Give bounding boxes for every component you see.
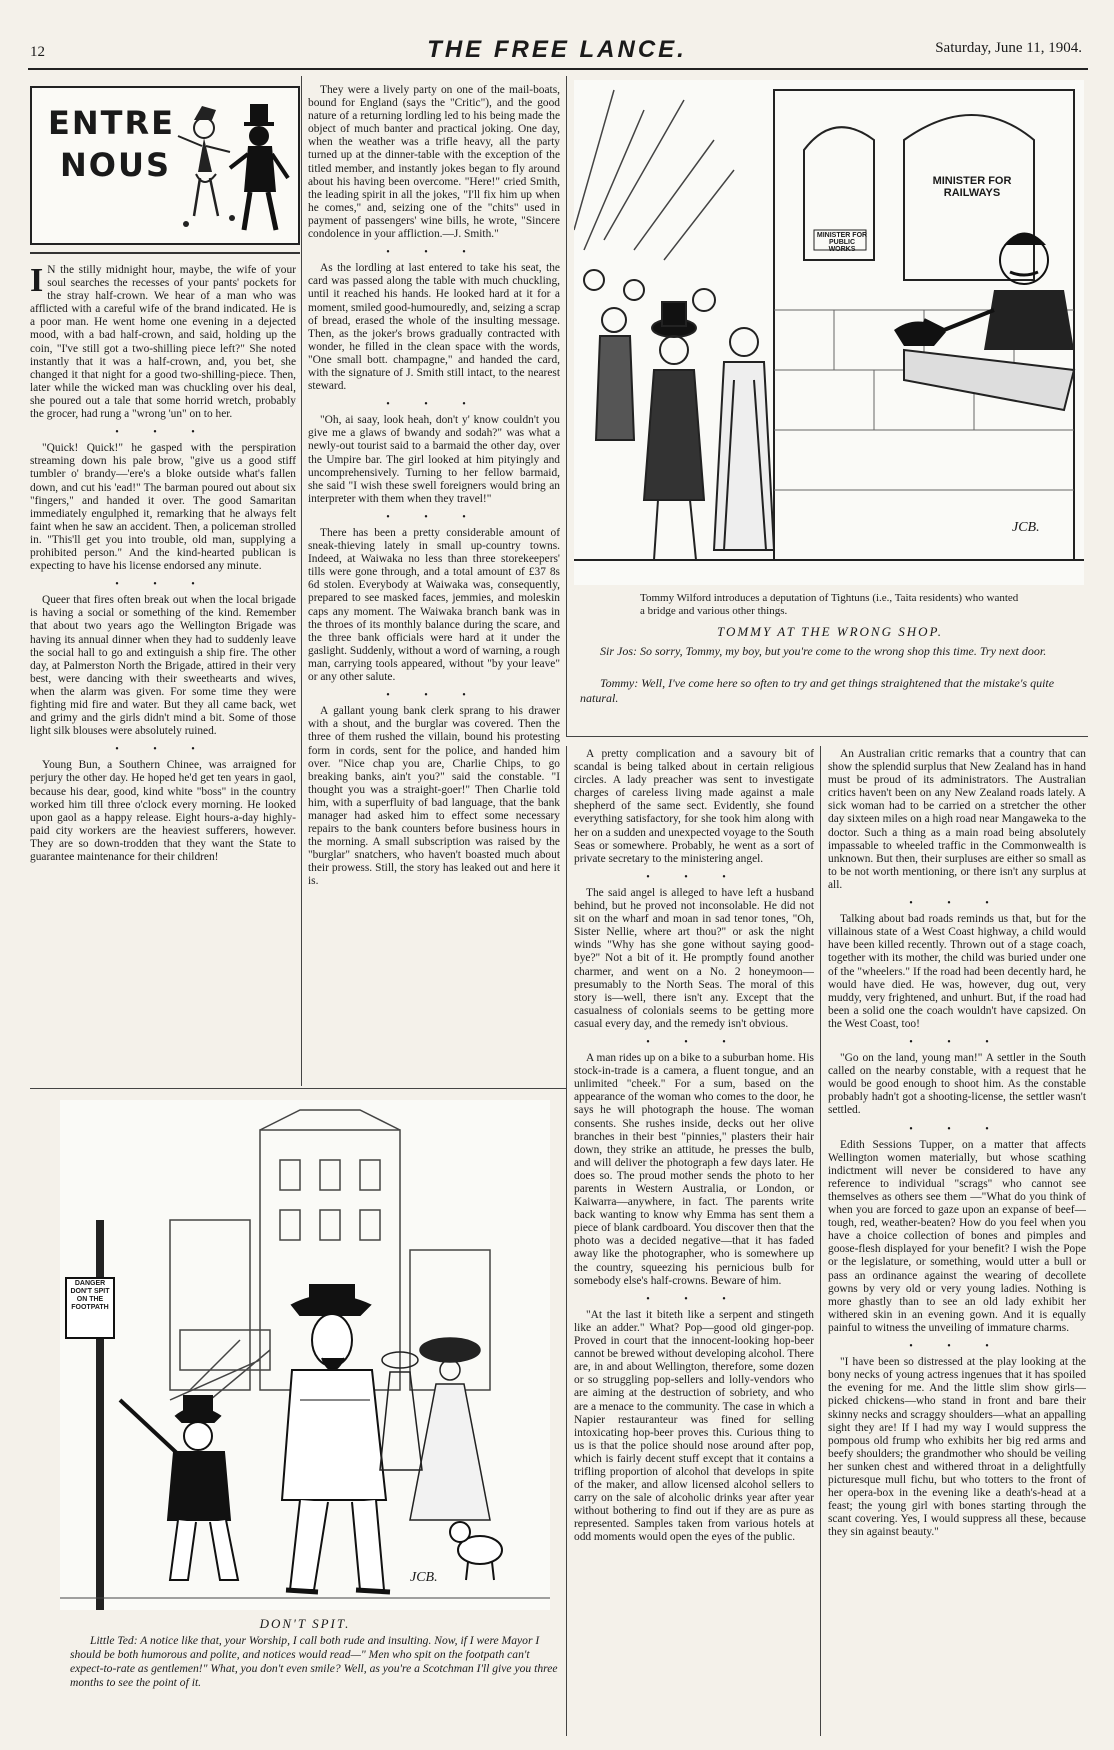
- railways-sign: MINISTER FOR RAILWAYS: [932, 175, 1012, 199]
- section-divider: [566, 736, 1088, 737]
- article-paragraph: An Australian critic remarks that a country that can show the splendid surplus that New Zealand has in hand must be proud of its administrators. The Australian critics haven't been on any New Zealand roads lately. A sick woman had to be carried on a stretcher the other day sixteen miles on a high road near Mangaweka to the doctor. Such a thing as a main road being absolutely impassable to wheeled traffic in the Commonwealth is unknown. But then, their surpluses are either so small as to be not worth mentioning, or there isn't any surplus at all.: [828, 748, 1086, 891]
- drop-cap: I: [30, 264, 44, 299]
- article-paragraph: A man rides up on a bike to a suburban home. His stock-in-trade is a camera, a fluent tongue, and an unlimited "cheek." For a sum, based on the appearance of the woman who comes to the door, he says he will photograph the house. The woman consents. She rushes inside, decks out her olive branches in their best "pinnies," plasters their hair down, they strike an attitude, he presses the bulb, and will deliver the photograph a few days later. He does so. The proud mother sends the photo to her parents in Western Australia, or London, or Kaiwarra—anywhere, in fact. The parents write back wanting to know why Emma has sent them a piece of blank cardboard. You discover then that the photo was a decided negative—that it has faded away like the photographer, who is somewhere up the country, squeezing his pernicious bulb for somebody else's half-crowns. Beware of him.: [574, 1052, 814, 1287]
- page-number: 12: [30, 44, 45, 60]
- tommy-cartoon-caption: Tommy Wilford introduces a deputation of Tightuns (i.e., Taita residents) who wanted a bridge and various other things.: [640, 592, 1019, 617]
- article-paragraph: "I have been so distressed at the play looking at the bony necks of young actress ingenues that it has spoiled the evening for me. And the little slim show girls—picked chickens—who stand in front and bare their skinny necks and scraggy shoulders—what an appalling sight they are! If I had my way I would suppress the pompous old frump who exhibits her big red arms and beefy shoulders; the grandmother who should be veiling her sunken chest and withered throat in a delightfully picturesque mull fichu, but who totters to the front of her opera-box in the evening like a death's-head at a feast; the young girl with bones starting through the scant covering. Yes, I would suppress all these, because they sin against beauty.": [828, 1356, 1086, 1539]
- separator: • • •: [386, 690, 482, 702]
- issue-date: Saturday, June 11, 1904.: [935, 40, 1082, 56]
- separator: • • •: [646, 871, 742, 883]
- separator: • • •: [386, 399, 482, 411]
- tommy-dialogue-1: Sir Jos: So sorry, Tommy, my boy, but you're come to the wrong shop this time. Try next door.: [600, 644, 1047, 658]
- artist-signature: JCB.: [410, 1570, 438, 1585]
- tommy-cartoon-drawing: [574, 80, 1084, 585]
- dont-spit-cartoon-drawing: [60, 1100, 550, 1610]
- article-text: N the stilly midnight hour, maybe, the wife of your soul searches the recesses of your pants' pockets for the stray half-crown. We hear of a man who was afflicted with a careful wife of the brand indicated. He is a poor man. He went home one evening in a dejected mood, with a bad half-crown, and said, holding up the coin, "I've still got a two-shilling piece left?" She noted instantly that it was a half-crown, and, you bet, she changed it that night for a good two-shilling-piece. Then, later while the wicked man was chuckling over his deal, she poured out a tale that some horrid wretch, probably the grocer, had rung a "wrong 'un" on to her.: [30, 264, 296, 421]
- separator: • • •: [646, 1293, 742, 1305]
- dont-spit-cartoon: [60, 1100, 550, 1610]
- masthead-rule: [28, 68, 1088, 70]
- logo-figures-drawing: [172, 98, 292, 236]
- artist-signature: JCB.: [1012, 520, 1040, 535]
- entre-nous-logo: [30, 86, 300, 245]
- article-paragraph: "At the last it biteth like a serpent and stingeth like an adder." What? Pop—good old ginger-pop. Proved in court that the innocent-looking hop-beer cannot be brewed without developing alcohol. There are, in and about Wellington, therefore, some dozen or so struggling pop-sellers and lolly-vendors who are aiming at the destruction of sobriety, and who are a menace to the community. The case in which a Napier restauranteur was fined for selling intoxicating hop-beer proves this. Curious thing to us is that the police should nose around after pop, which is fairly decent stuff except that it contains a trifling proportion of alcohol that develops in spite of the maker, and allow licensed alcohol sellers to carry on the sale of alcoholic drinks year after year without bothering to find out if they are as pure as represented. Samples taken from various hotels at odd moments would open the eyes of the public.: [574, 1308, 814, 1544]
- tommy-cartoon-title: TOMMY AT THE WRONG SHOP.: [716, 624, 944, 639]
- column-divider: [566, 76, 567, 736]
- tommy-dialogue-2: Tommy: Well, I've come here so often to try and get things straightened that the mistake's quite natural.: [580, 676, 1055, 705]
- article-paragraph: "Oh, ai saay, look heah, don't y' know couldn't you give me a glaws of bwandy and sodah?" was what a newly-out tourist said to a barmaid the other day, over the Umpire bar. The girl looked at him pityingly and uncomprehensively. Turning to her fellow barmaid, she said "I wish these swell foreigners would bring an interpreter with them when they travel!": [308, 414, 560, 505]
- dont-spit-sign: DANGER DON'T SPIT ON THE FOOTPATH: [70, 1280, 110, 1311]
- article-paragraph: The said angel is alleged to have left a husband behind, but he proved not inconsolable. He did not sit on the wharf and moan in sad tenor tones, "Oh, Sister Nellie, where art thou?" or ask the night winds "Why has she gone without saying good-bye?" Not a bit of it. He promptly found another charmer, and went on a No. 2 honeymoon—presumably to the North Seas. The moral of this story is—well, there isn't any. Except that the casualness of colonials seems to be getting more casual every day, and the remedy isn't obvious.: [574, 886, 814, 1030]
- article-paragraph: "Quick! Quick!" he gasped with the perspiration streaming down his pale brow, "give us a good stiff tumbler o' brandy—'ere's a bloke outside what's fallen down, and cut his 'ead!" The barman poured out about six "fingers," and handed it over. The good Samaritan immediately engulphed it, remarking that he always felt faint when he saw an accident. Then, a policeman strolled in. "This'll get you into trouble, old man, supplying a prohibited person." And the kind-hearted publican is expecting to have his license endorsed any minute.: [30, 442, 296, 573]
- column-divider: [820, 746, 821, 1736]
- article-paragraph: [30, 264, 296, 421]
- article-paragraph: They were a lively party on one of the mail-boats, bound for England (says the "Critic"), and the good nature of a returning lordling led to his being made the object of much banter and practical joking. One day, when the weather was a trifle heavy, all the party turned up at the dinner-table with the exception of the titled member, and instantly jokes began to fly around about his having been overcome. "Here!" cried Smith, the leading spirit in all the jokes, "I'll fix him up when he comes," and, seizing one of the "chits" used in payment of passengers' wine bills, he wrote, "Sincere condolence in your affliction.—J. Smith.": [308, 84, 560, 241]
- logo-rule: [30, 252, 300, 254]
- separator: • • •: [909, 1341, 1005, 1353]
- dont-spit-title: DON'T SPIT.: [259, 1616, 351, 1631]
- article-paragraph: A gallant young bank clerk sprang to his drawer with a shout, and the burglar was covered. Then the three of them rushed the villain, bound his protesting form in cords, sent for the police, and handed him over. "Nice chap you are, Charlie Chips, to go breaking banks, ain't you?" said the constable. "I thought you was a straight-goer!" Then Charlie told him, with a superfluity of bad language, that the bank manager had asked him to effect some necessary repairs to the bank counters before business hours in the morning. A small subscription was raised by the "burglar" snatchers, who haven't boasted much about their prowess. Still, the story has leaked out and here it is.: [308, 705, 560, 888]
- separator: • • •: [115, 427, 211, 439]
- column-divider: [301, 76, 302, 1086]
- public-works-sign: MINISTER FOR PUBLIC WORKS: [816, 232, 868, 253]
- article-paragraph: "Go on the land, young man!" A settler in the South called on the nearby constable, with a request that he would be good enough to shoot him. As the constable probably hadn't got a shooting-license, the settler wasn't settled.: [828, 1052, 1086, 1117]
- column-divider: [566, 746, 567, 1736]
- article-paragraph: Edith Sessions Tupper, on a matter that affects Wellington women materially, but whose scathing indictment will never be considered to have any reference to individual "scrags" who cannot see themselves as others see them —"What do you think of when you are forced to gaze upon an expanse of beef—tough, red, weather-beaten? How do you feel when you have a choice collection of bones and pimples and goose-flesh displayed for your benefit? I wish the Pope or the legislature, or something, would utter a bull or pass an ordinance against the wearing of decollete gowns by very old or very young ladies. Nothing is more ghastly than to see an old lady exhibit her withered skin in an evening gown. And it is equally painful to witness the unveiling of immature charms.: [828, 1138, 1086, 1334]
- separator: • • •: [909, 898, 1005, 910]
- separator: • • •: [909, 1123, 1005, 1135]
- separator: • • •: [386, 511, 482, 523]
- logo-line-1: ENTRE: [48, 104, 175, 142]
- separator: • • •: [115, 579, 211, 591]
- article-paragraph: There has been a pretty considerable amount of sneak-thieving lately in small up-country towns. Indeed, at Waiwaka no less than three storekeepers' tills were gone through, and a total amount of £37 8s 6d stolen. Everybody at Waiwaka was, consequently, prepared to see masked faces, jemmies, and moleskin caps any moment. The Waiwaka branch bank was in the throes of its monthly balance during the scare, and the three bank officials were hard at it under the gaslight. Suddenly, without a word of warning, a rough man, carrying tools appeared, without "by your leave" or any other salute.: [308, 527, 560, 684]
- newspaper-title: THE FREE LANCE.: [427, 36, 687, 63]
- tommy-cartoon: [574, 80, 1084, 585]
- masthead: [0, 0, 1114, 70]
- article-paragraph: As the lordling at last entered to take his seat, the card was passed along the table with much chuckling, until it reached his hands. He looked hard at it for a moment, smiled good-humouredly, and, seizing a scrap of bread, erased the whole of the insulting message. Then, as the joker's brows gradually contracted with wonder, he filled in the clean space with the words, "One small bott. champagne," and handed the card, with the signature of J. Smith still intact, to the nearest steward.: [308, 262, 560, 393]
- article-paragraph: A pretty complication and a savoury bit of scandal is being talked about in certain religious circles. A lady preacher was sent to investigate charges of careless living made against a male shepherd of the same sect. Evidently, she found everything satisfactory, for she took him along with her on a sudden and unexpected voyage to the South Seas or somewhere. Probably, he went as a sort of private secretary to the ministering angel.: [574, 748, 814, 865]
- column-1: [30, 264, 296, 1074]
- article-paragraph: Young Bun, a Southern Chinee, was arraigned for perjury the other day. He hoped he'd get ten years in gaol, because his dear, good, kind white "boss" in the country worked him till three o'clock every morning. He looked upon gaol as a happy release. Eight hours-a-day highly-paid city workers are the heaviest sufferers, however. They are so down-trodden that they want the State to guarantee maintenance for their children!: [30, 759, 296, 864]
- article-paragraph: Talking about bad roads reminds us that, but for the villainous state of a West Coast highway, a child would have been killed recently. Thrown out of a stage coach, together with its mother, the child was buried under one of the "wheelers." If the road had been decently hard, he would have died. He was, however, dug out, very muddy, very frightened, and unhurt. But, if the road had been a solid one the coach wouldn't have capsized. On the West Coast, too!: [828, 913, 1086, 1030]
- article-paragraph: Queer that fires often break out when the local brigade is having a social or something of the kind. Remember that about two years ago the Wellington Brigade was having its annual dinner when they had to suddenly leave the social hall to go and extinguish a ship fire. The other day, at Palmerston North the Brigade, attired in their very best, were dancing with their sweethearts and wives, when the alarm was given. For some time they were fighting mid fire and water. But they all came back, wet and grimy and the girls didn't mind a bit. Some of those light silk blouses were absolutely ruined.: [30, 594, 296, 738]
- separator: • • •: [115, 744, 211, 756]
- separator: • • •: [386, 247, 482, 259]
- separator: • • •: [646, 1036, 742, 1048]
- column-4: [828, 748, 1086, 1738]
- column-3: [574, 748, 814, 1738]
- column-2: [308, 84, 560, 1074]
- logo-line-2: NOUS: [60, 146, 172, 184]
- separator: • • •: [909, 1036, 1005, 1048]
- dont-spit-caption: Little Ted: A notice like that, your Worship, I call both rude and insulting. Now, if I were Mayor I should be both humorous and polite, and notices would read—" Men who spit on the footpath can't expect-to-rate as gentlemen!" What, you don't even smile? Well, as you're a Scotchman I'll give you three months to see the point of it.: [70, 1634, 558, 1689]
- section-divider: [30, 1088, 566, 1089]
